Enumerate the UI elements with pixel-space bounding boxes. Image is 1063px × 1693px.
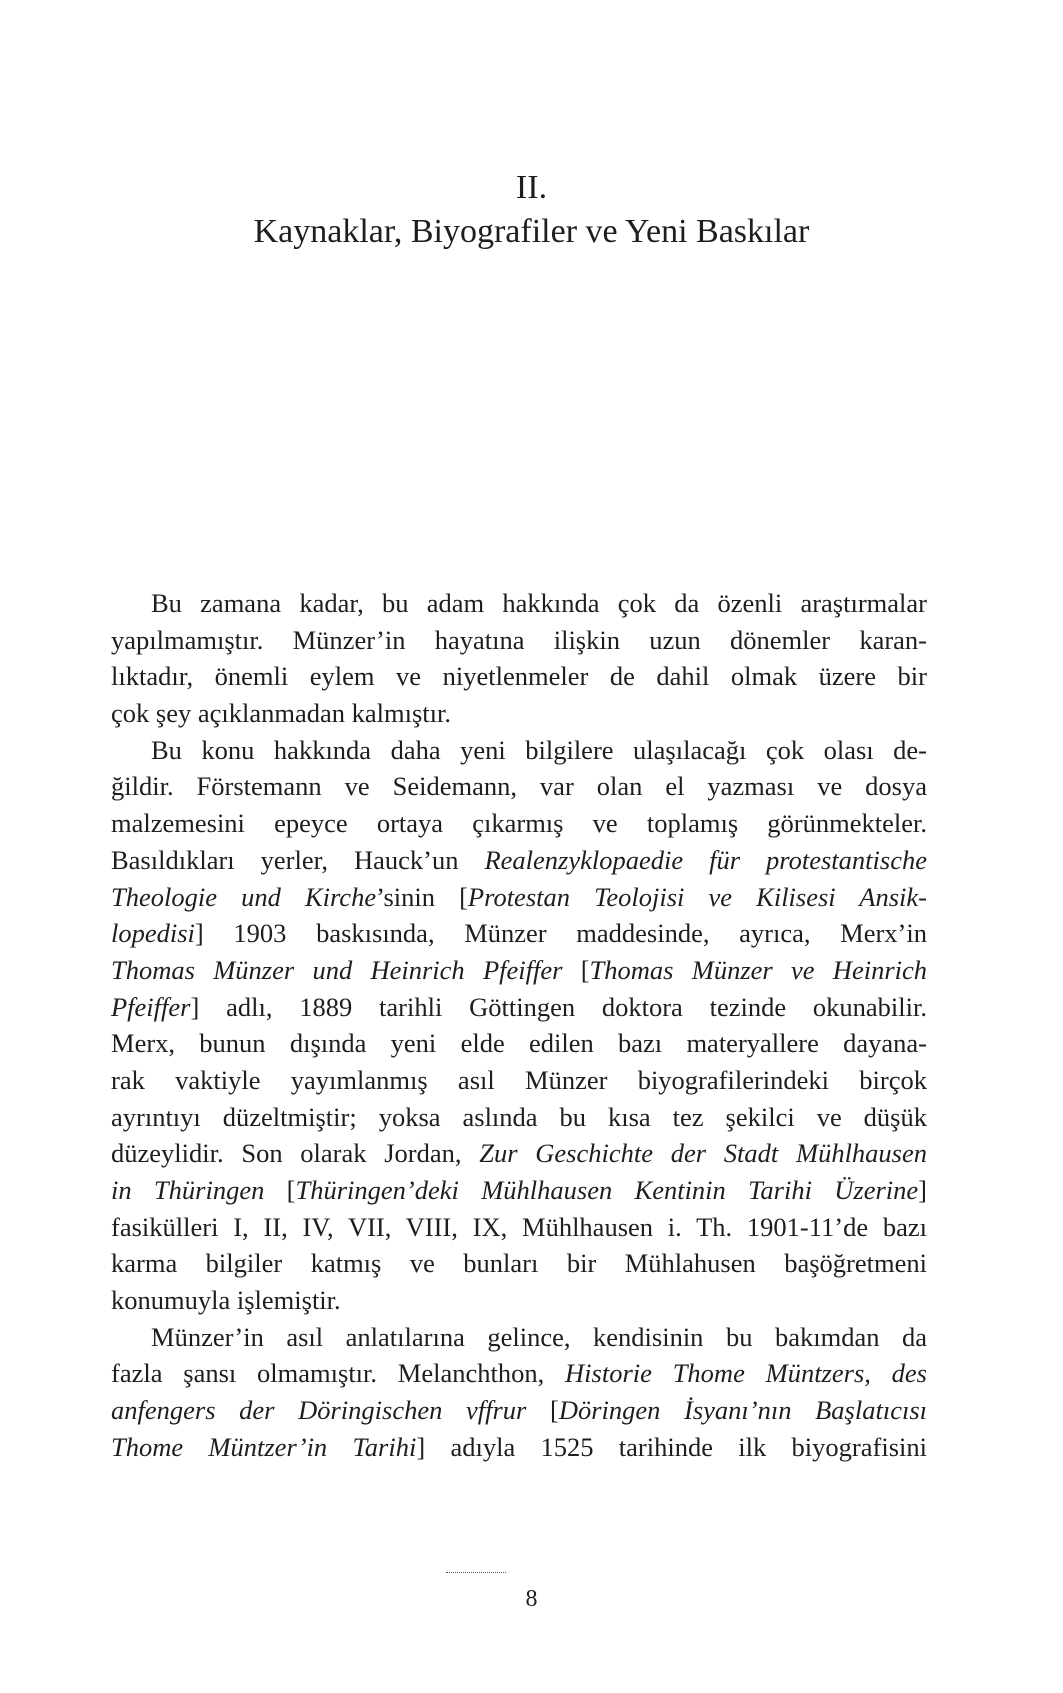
text-run: malzemesini epeyce ortaya çıkarmış ve toplamış görünmekteler. <box>111 808 927 839</box>
body-text <box>111 585 927 1466</box>
text-line <box>111 732 927 769</box>
italic-title-text: Pfeiffer <box>111 991 191 1022</box>
text-line <box>111 915 927 952</box>
text-run: [ <box>264 1175 296 1205</box>
text-run: ] 1903 baskısında, Münzer maddesinde, ayrıca, Merx’in <box>194 918 927 949</box>
text-line <box>111 952 927 989</box>
italic-title-text: Döringen İsyanı’nın Başlatıcısı <box>558 1395 927 1426</box>
text-run: düzeylidir. Son olarak Jordan, <box>111 1138 480 1169</box>
chapter-title: Kaynaklar, Biyografiler ve Yeni Baskılar <box>253 213 810 250</box>
text-run: Bu zamana kadar, bu adam hakkında çok da özenli araştırmalar <box>151 588 927 618</box>
italic-title-text: lopedisi <box>111 918 195 949</box>
text-run: ] <box>918 1175 927 1205</box>
text-run: fazla şansı olmamıştır. Melanchthon, <box>111 1358 566 1389</box>
italic-title-text: Thomas Münzer und Heinrich Pfeiffer <box>111 954 563 985</box>
text-line <box>111 1135 927 1172</box>
page-number: 8 <box>525 1586 538 1612</box>
text-line <box>111 1319 927 1356</box>
text-line <box>111 1245 927 1282</box>
text-run: karma bilgiler katmış ve bunları bir Mühlahusen başöğretmeni <box>111 1248 927 1279</box>
text-run: Münzer’in asıl anlatılarına gelince, kendisinin bu bakımdan da <box>151 1321 927 1352</box>
italic-title-text: anfengers der Döringischen vffrur <box>111 1395 527 1426</box>
italic-title-text: Thomas Münzer ve Heinrich <box>589 954 928 985</box>
text-line <box>111 695 927 732</box>
italic-title-text: Theologie und Kirche <box>111 881 377 912</box>
italic-title-text: Thüringen’deki Mühlhausen Kentinin Tarihi Üzerine <box>295 1175 919 1205</box>
text-line <box>111 1099 927 1136</box>
text-line <box>111 585 927 622</box>
text-run: ] adlı, 1889 tarihli Göttingen doktora tezinde okunabilir. <box>190 991 927 1022</box>
italic-title-text: Protestan Teolojisi ve Kilisesi Ansik- <box>467 881 927 912</box>
text-line <box>111 879 927 916</box>
text-run: ayrıntıyı düzeltmiştir; yoksa aslında bu kısa tez şekilci ve düşük <box>111 1101 927 1132</box>
text-line <box>111 658 927 695</box>
text-line <box>111 805 927 842</box>
text-run: lıktadır, önemli eylem ve niyetlenmeler de dahil olmak üzere bir <box>111 661 927 692</box>
text-run: Bu konu hakkında daha yeni bilgilere ulaşılacağı çok olası de- <box>151 734 927 765</box>
italic-title-text: Realenzyklopaedie für protestantische <box>484 844 927 875</box>
text-line <box>111 622 927 659</box>
text-line <box>111 1062 927 1099</box>
text-run: fasikülleri I, II, IV, VII, VIII, IX, Mühlhausen i. Th. 1901-11’de bazı <box>111 1211 927 1242</box>
italic-title-text: Thome Müntzer’in Tarihi <box>111 1431 417 1462</box>
text-run: [ <box>562 954 590 985</box>
italic-title-text: Historie Thome Müntzers, des <box>565 1358 927 1389</box>
text-run: ] adıyla 1525 tarihinde ilk biyografisini <box>416 1431 927 1462</box>
text-line <box>111 989 927 1026</box>
text-line <box>111 1282 927 1319</box>
text-line <box>111 1209 927 1246</box>
chapter-number: II. <box>515 169 548 206</box>
text-line <box>111 1172 927 1209</box>
text-run: çok şey açıklanmadan kalmıştır. <box>111 698 451 729</box>
text-run: rak vaktiyle yayımlanmış asıl Münzer biyografilerindeki birçok <box>111 1064 927 1095</box>
text-line <box>111 1392 927 1429</box>
text-run: [ <box>526 1395 559 1426</box>
text-line <box>111 842 927 879</box>
italic-title-text: in Thüringen <box>111 1175 265 1205</box>
text-line <box>111 768 927 805</box>
text-line <box>111 1355 927 1392</box>
text-line <box>111 1429 927 1466</box>
text-run: ’sinin [ <box>376 881 468 912</box>
footer-divider <box>446 1572 506 1573</box>
text-run: Merx, bunun dışında yeni elde edilen bazı materyallere dayana- <box>111 1028 927 1059</box>
text-run: konumuyla işlemiştir. <box>111 1285 341 1316</box>
italic-title-text: Zur Geschichte der Stadt Mühlhausen <box>479 1138 927 1169</box>
text-run: Basıldıkları yerler, Hauck’un <box>111 844 485 875</box>
text-run: yapılmamıştır. Münzer’in hayatına ilişkin uzun dönemler karan- <box>111 624 927 655</box>
text-run: ğildir. Förstemann ve Seidemann, var olan el yazması ve dosya <box>111 771 927 802</box>
text-line <box>111 1025 927 1062</box>
